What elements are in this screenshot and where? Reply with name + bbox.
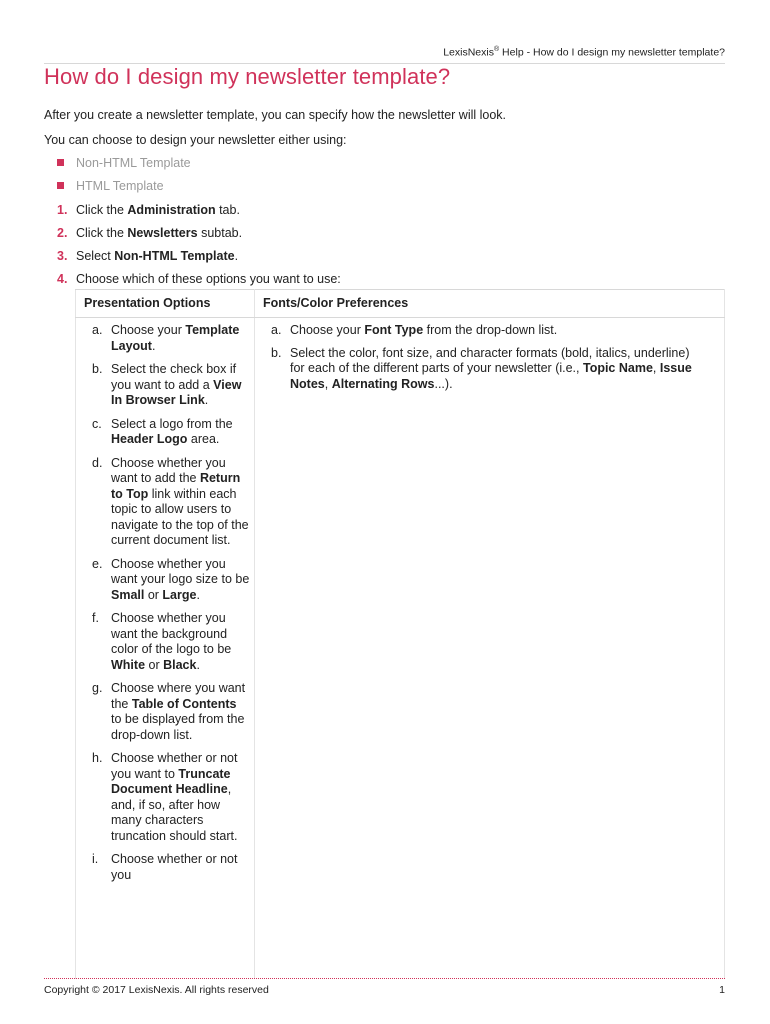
item-text: . (196, 657, 200, 672)
step-item: 2. Click the Newsletters subtab. (57, 226, 243, 240)
item-text: Select the check box if you want to add a (111, 362, 237, 392)
presentation-option-item (76, 362, 254, 409)
item-letter: i. (92, 852, 99, 866)
item-text: Choose your (111, 323, 186, 337)
table-header-row (76, 290, 725, 318)
ui-term: Large (162, 587, 197, 602)
step-number: 2. (57, 226, 68, 240)
item-text: . (151, 338, 156, 353)
item-letter: d. (92, 455, 103, 470)
page-number: 1 (719, 984, 725, 996)
footer-divider (44, 978, 725, 979)
presentation-options-list (76, 318, 254, 883)
item-text: Choose whether you want the background color of the logo to be (111, 611, 232, 656)
item-text: area. (187, 432, 220, 446)
page-title: How do I design my newsletter template? (44, 64, 451, 89)
font-preference-item (255, 323, 724, 339)
ui-term: Newsletters (127, 226, 198, 240)
ui-term: Template Layout (111, 323, 240, 353)
item-text: Choose whether you want to add the (111, 455, 226, 485)
intro-paragraph: After you create a newsletter template, you can specify how the newsletter will look. (44, 108, 507, 122)
registered-mark: ® (493, 46, 500, 53)
ui-term: Black (163, 657, 197, 672)
presentation-option-item (76, 323, 254, 354)
item-text: link within each topic to allow users to navigate to the top of the current document list. (111, 486, 249, 547)
step-number: 4. (57, 272, 68, 286)
presentation-option-item (76, 751, 254, 844)
ui-term: Administration (127, 203, 216, 217)
presentation-option-item (76, 557, 254, 604)
choice-paragraph: You can choose to design your newsletter either using: (44, 133, 347, 147)
template-type-list (57, 156, 191, 202)
presentation-option-item (76, 852, 254, 883)
square-bullet-icon (57, 182, 64, 189)
item-text: to be displayed from the drop-down list. (111, 712, 245, 742)
presentation-option-item (76, 681, 254, 743)
steps-list (44, 203, 341, 295)
item-letter: b. (92, 362, 103, 376)
item-letter: f. (92, 611, 99, 625)
item-text: or (145, 657, 164, 672)
ui-term: Alternating Rows (331, 376, 435, 391)
item-text: Choose whether you want your logo size to be (111, 556, 250, 586)
item-letter: a. (271, 323, 282, 337)
ui-term: White (111, 657, 146, 672)
table-row (76, 318, 725, 980)
item-text: or (144, 587, 163, 602)
copyright-notice: Copyright © 2017 LexisNexis. All rights reserved (44, 984, 269, 996)
ui-term: Non-HTML Template (114, 249, 235, 263)
item-letter: b. (271, 345, 282, 360)
item-letter: e. (92, 556, 103, 571)
step-number: 1. (57, 203, 68, 217)
item-text: Choose whether or not you (111, 852, 238, 882)
step-item: 4. Choose which of these options you want to use: (57, 272, 341, 286)
item-text: Select the color, font size, and character formats (bold, italics, underline) for each of the different parts of your newsletter (i.e., (290, 345, 690, 375)
ui-term: Small (111, 587, 145, 602)
ui-term: Issue Notes (290, 361, 692, 391)
step-item: 3. Select Non-HTML Template. (57, 249, 239, 263)
ui-term: Topic Name (582, 361, 653, 375)
item-text: Select a logo from the (111, 416, 233, 431)
ui-term: Return to Top (111, 471, 241, 501)
running-header (44, 46, 725, 64)
item-text: , (324, 376, 332, 391)
item-text: Choose where you want the (111, 681, 246, 711)
presentation-options-cell (76, 318, 255, 980)
options-table (75, 289, 725, 979)
presentation-options-header: Presentation Options (76, 290, 255, 318)
header-title: Help - How do I design my newsletter template? (499, 46, 725, 59)
header-brand: LexisNexis (443, 46, 494, 59)
font-preference-item (255, 346, 724, 393)
bullet-item[interactable] (57, 156, 191, 179)
presentation-option-item (76, 417, 254, 448)
square-bullet-icon (57, 159, 64, 166)
bullet-item[interactable] (57, 179, 191, 202)
ui-term: Truncate Document Headline (111, 766, 231, 796)
item-text: Choose your (290, 323, 365, 337)
ui-term: Table of Contents (131, 696, 237, 711)
fonts-color-list (255, 318, 724, 392)
ui-term: Font Type (364, 323, 424, 337)
item-text: . (204, 393, 209, 407)
item-letter: g. (92, 681, 103, 695)
item-letter: a. (92, 323, 103, 337)
item-text: from the drop-down list. (423, 323, 558, 337)
step-number: 3. (57, 249, 68, 263)
fonts-color-header: Fonts/Color Preferences (255, 290, 725, 318)
item-letter: h. (92, 751, 103, 765)
bullet-link[interactable]: HTML Template (76, 179, 164, 193)
item-text: . (196, 587, 200, 602)
presentation-option-item (76, 456, 254, 549)
bullet-link[interactable]: Non-HTML Template (76, 156, 191, 170)
ui-term: View In Browser Link (111, 377, 242, 407)
presentation-option-item (76, 611, 254, 673)
step-item: 1. Click the Administration tab. (57, 203, 240, 217)
ui-term: Header Logo (111, 432, 188, 446)
item-letter: c. (92, 416, 102, 431)
fonts-color-cell (255, 318, 725, 980)
item-text: ...). (434, 376, 453, 391)
item-text: Choose whether or not you want to (111, 751, 238, 781)
item-text: , and, if so, after how many characters truncation should start. (111, 782, 238, 843)
item-text: , (652, 361, 660, 375)
